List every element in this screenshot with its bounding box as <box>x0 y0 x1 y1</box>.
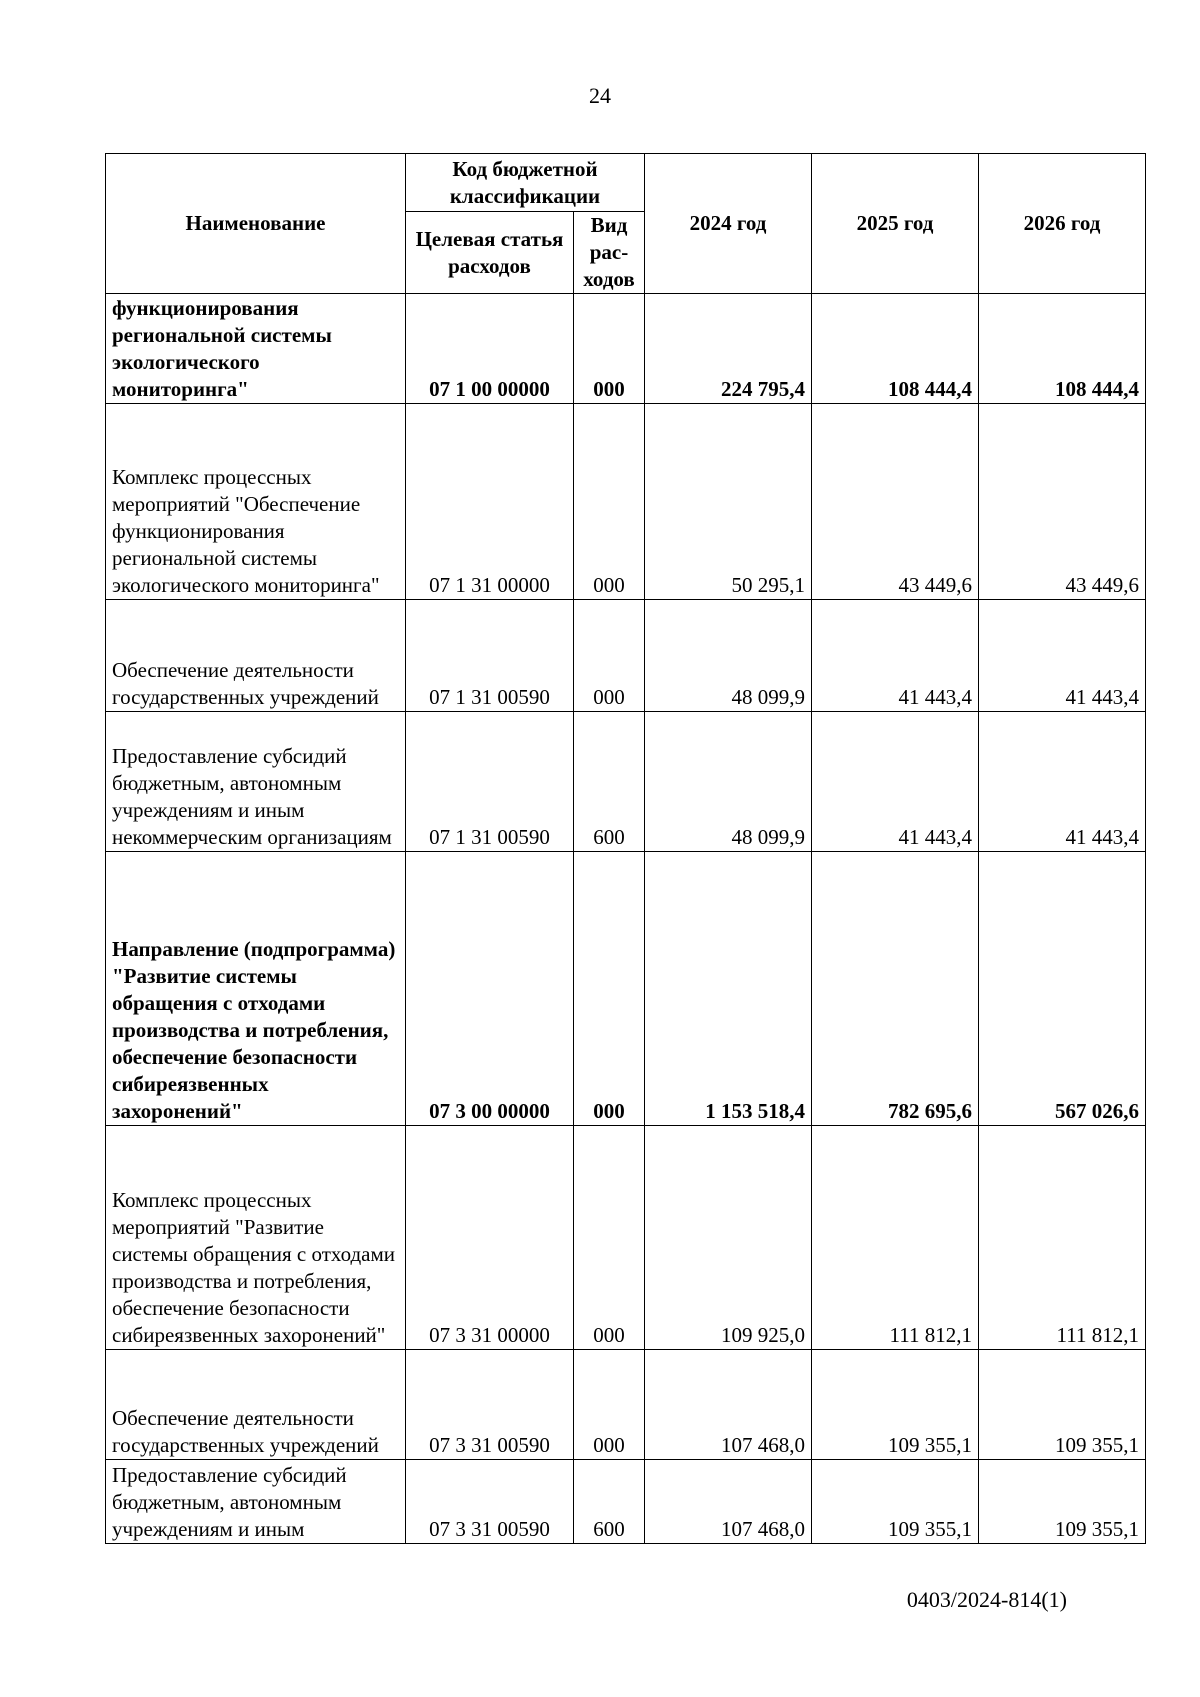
table-row <box>106 712 1146 852</box>
row-amount-2026: 41 443,4 <box>979 712 1146 852</box>
header-year-2024: 2024 год <box>645 154 812 294</box>
row-amount-2025: 41 443,4 <box>812 712 979 852</box>
row-target-article: 07 1 31 00590 <box>406 712 574 852</box>
row-amount-2025: 782 695,6 <box>812 852 979 1126</box>
row-expense-type: 000 <box>574 600 645 712</box>
document-code: 0403/2024-814(1) <box>906 1587 1067 1612</box>
row-name: Предоставление субсидий бюджетным, автономным учреждениям и иным некоммерческим организациям <box>106 712 406 852</box>
table-row <box>106 600 1146 712</box>
row-target-article: 07 3 31 00590 <box>406 1350 574 1460</box>
header-name: Наименование <box>106 154 406 294</box>
page-number: 24 <box>589 83 611 108</box>
row-amount-2024: 107 468,0 <box>645 1350 812 1460</box>
row-amount-2024: 107 468,0 <box>645 1460 812 1544</box>
row-amount-2024: 50 295,1 <box>645 404 812 600</box>
row-name: Обеспечение деятельности государственных учреждений <box>106 1350 406 1460</box>
row-name: функционирования региональной системы экологического мониторинга" <box>106 294 406 404</box>
table-row <box>106 1350 1146 1460</box>
row-amount-2025: 109 355,1 <box>812 1350 979 1460</box>
header-expense-type: Вид рас-ходов <box>574 212 645 294</box>
row-amount-2025: 111 812,1 <box>812 1126 979 1350</box>
table-row <box>106 404 1146 600</box>
row-target-article: 07 1 31 00590 <box>406 600 574 712</box>
header-budget-classification-code: Код бюджетной классификации <box>406 154 645 212</box>
row-expense-type: 000 <box>574 294 645 404</box>
row-expense-type: 600 <box>574 712 645 852</box>
row-amount-2026: 109 355,1 <box>979 1350 1146 1460</box>
row-amount-2024: 1 153 518,4 <box>645 852 812 1126</box>
row-amount-2024: 109 925,0 <box>645 1126 812 1350</box>
header-year-2025: 2025 год <box>812 154 979 294</box>
row-amount-2025: 109 355,1 <box>812 1460 979 1544</box>
row-expense-type: 000 <box>574 852 645 1126</box>
row-amount-2024: 48 099,9 <box>645 712 812 852</box>
row-name: Комплекс процессных мероприятий "Развитие системы обращения с отходами производства и потребления, обеспечение безопасности сибиреязвенных захоронений" <box>106 1126 406 1350</box>
row-expense-type: 000 <box>574 1126 645 1350</box>
row-target-article: 07 3 31 00000 <box>406 1126 574 1350</box>
row-name: Направление (подпрограмма) "Развитие системы обращения с отходами производства и потребления, обеспечение безопасности сибиреязвенных захоронений" <box>106 852 406 1126</box>
row-amount-2026: 43 449,6 <box>979 404 1146 600</box>
header-target-article: Целевая статья расходов <box>406 212 574 294</box>
row-amount-2024: 224 795,4 <box>645 294 812 404</box>
table-row <box>106 1126 1146 1350</box>
table-row <box>106 852 1146 1126</box>
row-name: Комплекс процессных мероприятий "Обеспечение функционирования региональной системы экологического мониторинга" <box>106 404 406 600</box>
table-row <box>106 1460 1146 1544</box>
row-name: Предоставление субсидий бюджетным, автономным учреждениям и иным <box>106 1460 406 1544</box>
row-expense-type: 000 <box>574 404 645 600</box>
row-amount-2025: 43 449,6 <box>812 404 979 600</box>
row-amount-2026: 111 812,1 <box>979 1126 1146 1350</box>
row-expense-type: 600 <box>574 1460 645 1544</box>
row-amount-2026: 108 444,4 <box>979 294 1146 404</box>
row-amount-2026: 567 026,6 <box>979 852 1146 1126</box>
row-target-article: 07 1 31 00000 <box>406 404 574 600</box>
budget-table <box>105 153 1146 1544</box>
row-amount-2025: 41 443,4 <box>812 600 979 712</box>
row-target-article: 07 1 00 00000 <box>406 294 574 404</box>
row-target-article: 07 3 00 00000 <box>406 852 574 1126</box>
table-row <box>106 294 1146 404</box>
row-amount-2025: 108 444,4 <box>812 294 979 404</box>
table-body <box>106 294 1146 1544</box>
row-expense-type: 000 <box>574 1350 645 1460</box>
row-amount-2024: 48 099,9 <box>645 600 812 712</box>
row-amount-2026: 109 355,1 <box>979 1460 1146 1544</box>
row-amount-2026: 41 443,4 <box>979 600 1146 712</box>
row-name: Обеспечение деятельности государственных учреждений <box>106 600 406 712</box>
row-target-article: 07 3 31 00590 <box>406 1460 574 1544</box>
header-year-2026: 2026 год <box>979 154 1146 294</box>
